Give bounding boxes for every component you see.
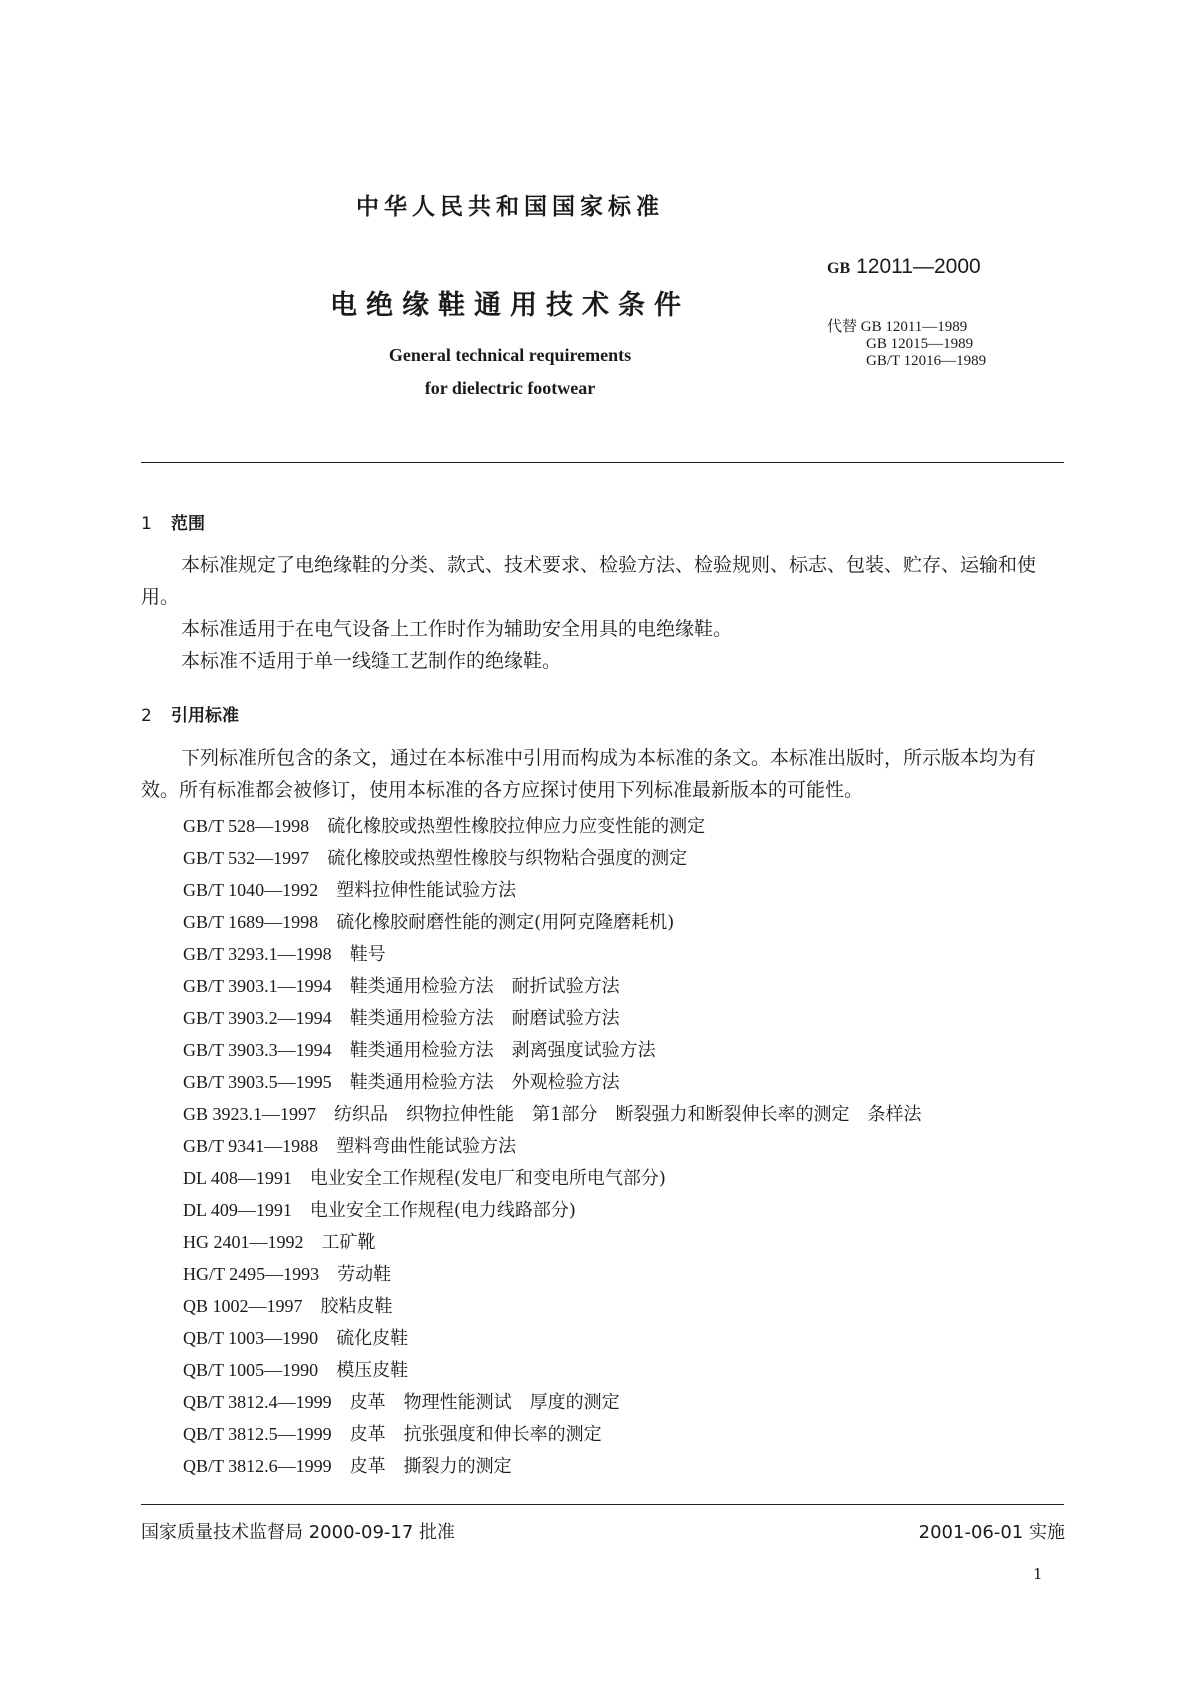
- reference-code: QB/T 1005—1990: [183, 1360, 319, 1380]
- reference-code: GB/T 1040—1992: [183, 880, 319, 900]
- reference-item: [183, 1162, 921, 1194]
- section-2-intro: 下列标准所包含的条文，通过在本标准中引用而构成为本标准的条文。本标准出版时，所示版本均为有效。所有标准都会被修订，使用本标准的各方应探讨使用下列标准最新版本的可能性。: [141, 747, 1037, 801]
- reference-item: [183, 1034, 921, 1066]
- replaces-code: GB 12011—1989: [860, 319, 968, 335]
- reference-title: 工矿靴: [321, 1232, 376, 1253]
- reference-list: [183, 810, 921, 1482]
- gb-number: 12011—2000: [856, 255, 981, 278]
- reference-code: GB/T 9341—1988: [183, 1136, 319, 1156]
- reference-title: 胶粘皮鞋: [320, 1296, 393, 1317]
- reference-code: QB/T 3812.6—1999: [183, 1456, 332, 1476]
- reference-item: [183, 1226, 921, 1258]
- replaces-prefix: 代替: [827, 319, 858, 335]
- reference-item: [183, 1130, 921, 1162]
- section-1-paragraph: 本标准适用于在电气设备上工作时作为辅助安全用具的电绝缘鞋。: [181, 618, 733, 640]
- reference-title: 硫化皮鞋: [336, 1328, 409, 1349]
- reference-title: 鞋类通用检验方法 外观检验方法: [349, 1072, 620, 1093]
- section-title: 引用标准: [171, 706, 239, 726]
- footer-divider: [141, 1504, 1064, 1505]
- reference-item: [183, 1354, 921, 1386]
- standard-number: [827, 255, 981, 279]
- reference-item: [183, 1258, 921, 1290]
- section-number: 2: [141, 706, 152, 726]
- page-number: 1: [1033, 1565, 1043, 1583]
- reference-title: 电业安全工作规程(电力线路部分): [309, 1200, 576, 1221]
- reference-item: [183, 1450, 921, 1482]
- section-1-paragraph: 本标准规定了电绝缘鞋的分类、款式、技术要求、检验方法、检验规则、标志、包装、贮存、运输和使用。: [141, 554, 1037, 608]
- english-title-line-1: General technical requirements: [388, 345, 632, 365]
- approval-line: 国家质量技术监督局 2000-09-17 批准: [141, 1522, 456, 1543]
- national-standard-header: 中华人民共和国国家标准: [356, 194, 664, 220]
- replaces-code: GB 12015—1989: [866, 336, 974, 352]
- reference-title: 模压皮鞋: [336, 1360, 409, 1381]
- reference-item: [183, 970, 921, 1002]
- document-title: 电绝缘鞋通用技术条件: [330, 290, 690, 321]
- reference-title: 塑料弯曲性能试验方法: [336, 1136, 517, 1157]
- reference-title: 塑料拉伸性能试验方法: [336, 880, 517, 901]
- reference-item: [183, 1194, 921, 1226]
- reference-code: GB/T 3903.5—1995: [183, 1072, 332, 1092]
- reference-item: [183, 1098, 921, 1130]
- gb-prefix: GB: [827, 260, 851, 277]
- reference-item: [183, 810, 921, 842]
- reference-title: 鞋类通用检验方法 剥离强度试验方法: [349, 1040, 656, 1061]
- section-2-heading: [141, 701, 239, 726]
- reference-title: 硫化橡胶或热塑性橡胶拉伸应力应变性能的测定: [327, 816, 706, 837]
- reference-item: [183, 906, 921, 938]
- reference-item: [183, 1002, 921, 1034]
- reference-code: HG 2401—1992: [183, 1232, 304, 1252]
- reference-code: QB/T 1003—1990: [183, 1328, 319, 1348]
- reference-title: 皮革 物理性能测试 厚度的测定: [349, 1392, 620, 1413]
- reference-item: [183, 1322, 921, 1354]
- reference-code: QB/T 3812.5—1999: [183, 1424, 332, 1444]
- reference-title: 电业安全工作规程(发电厂和变电所电气部分): [309, 1168, 666, 1189]
- reference-item: [183, 842, 921, 874]
- reference-code: GB 3923.1—1997: [183, 1104, 317, 1124]
- reference-title: 硫化橡胶或热塑性橡胶与织物粘合强度的测定: [327, 848, 688, 869]
- reference-code: GB/T 1689—1998: [183, 912, 319, 932]
- header-divider: [141, 462, 1064, 463]
- reference-code: DL 409—1991: [183, 1200, 292, 1220]
- reference-code: QB 1002—1997: [183, 1296, 303, 1316]
- reference-item: [183, 938, 921, 970]
- implementation-line: 2001-06-01 实施: [918, 1522, 1065, 1543]
- section-1-heading: [141, 509, 205, 534]
- reference-code: GB/T 3293.1—1998: [183, 944, 332, 964]
- english-title-line-2: for dielectric footwear: [424, 378, 596, 398]
- reference-title: 鞋类通用检验方法 耐磨试验方法: [349, 1008, 620, 1029]
- reference-title: 皮革 抗张强度和伸长率的测定: [349, 1424, 602, 1445]
- reference-code: DL 408—1991: [183, 1168, 292, 1188]
- reference-code: GB/T 3903.3—1994: [183, 1040, 332, 1060]
- reference-code: GB/T 528—1998: [183, 816, 310, 836]
- reference-item: [183, 1066, 921, 1098]
- section-1-paragraph: 本标准不适用于单一线缝工艺制作的绝缘鞋。: [181, 650, 562, 672]
- replaces-code: GB/T 12016—1989: [866, 353, 987, 369]
- reference-item: [183, 1290, 921, 1322]
- reference-item: [183, 1418, 921, 1450]
- reference-code: QB/T 3812.4—1999: [183, 1392, 332, 1412]
- reference-title: 鞋号: [349, 944, 386, 965]
- section-title: 范围: [171, 514, 205, 534]
- reference-title: 硫化橡胶耐磨性能的测定(用阿克隆磨耗机): [336, 912, 675, 933]
- reference-code: GB/T 3903.2—1994: [183, 1008, 332, 1028]
- reference-code: HG/T 2495—1993: [183, 1264, 320, 1284]
- reference-title: 皮革 撕裂力的测定: [349, 1456, 512, 1477]
- replaces-row: [827, 319, 986, 336]
- reference-item: [183, 874, 921, 906]
- reference-title: 鞋类通用检验方法 耐折试验方法: [349, 976, 620, 997]
- section-number: 1: [141, 514, 152, 534]
- reference-item: [183, 1386, 921, 1418]
- reference-code: GB/T 532—1997: [183, 848, 310, 868]
- reference-code: GB/T 3903.1—1994: [183, 976, 332, 996]
- reference-title: 劳动鞋: [337, 1264, 392, 1285]
- reference-title: 纺织品 织物拉伸性能 第1部分 断裂强力和断裂伸长率的测定 条样法: [334, 1104, 922, 1125]
